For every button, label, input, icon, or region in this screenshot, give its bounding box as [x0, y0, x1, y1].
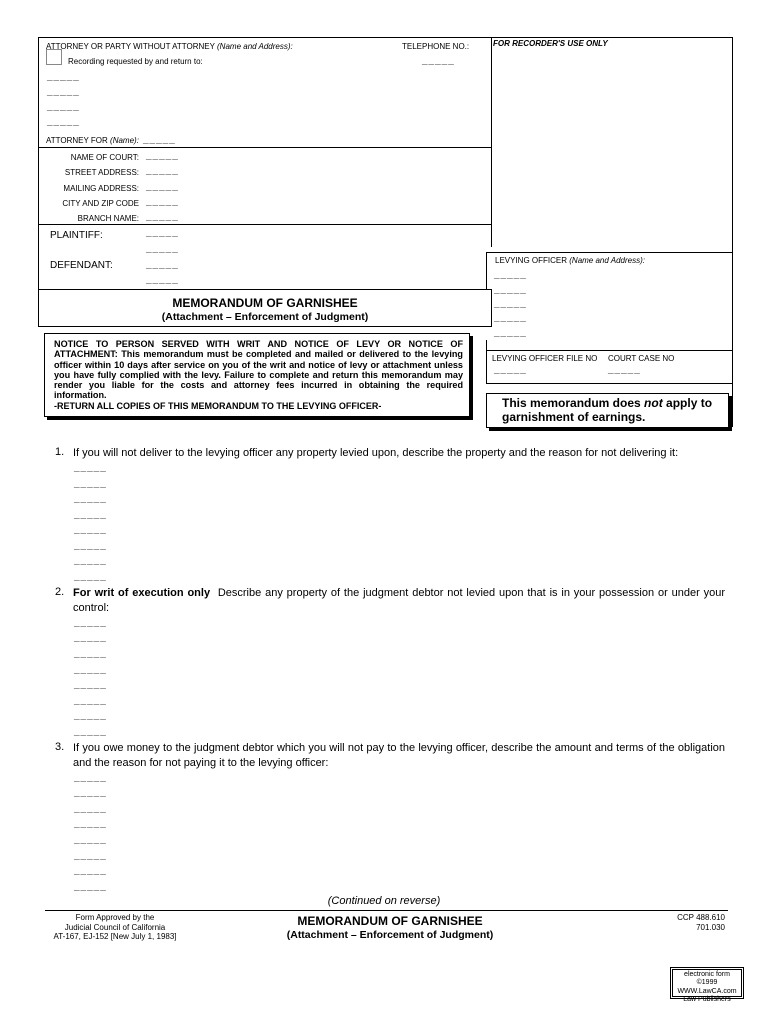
street-address-label: STREET ADDRESS:	[64, 168, 139, 177]
item-2-body: Describe any property of the judgment debtor not levied upon that is in your possession or under your control:	[73, 587, 725, 614]
street-address-field[interactable]: _____	[146, 165, 179, 176]
item-3-line-5[interactable]: _____	[74, 834, 107, 845]
levying-line-4[interactable]: _____	[494, 312, 527, 323]
item-1-line-4[interactable]: _____	[74, 509, 107, 520]
earnings-line-2: garnishment of earnings.	[502, 410, 646, 424]
badge-line-1: electronic form ©1999	[684, 971, 730, 987]
item-1-text: If you will not deliver to the levying officer any property levied upon, describe the property and the reason for not delivering it:	[73, 447, 679, 459]
attorney-for-field[interactable]: _____	[143, 134, 176, 145]
attorney-divider	[38, 147, 492, 148]
item-1-number: 1.	[55, 446, 65, 458]
item-2-text	[73, 586, 725, 616]
levying-left-border	[486, 252, 487, 290]
court-divider	[38, 224, 492, 225]
case-no-label: COURT CASE NO	[608, 354, 675, 363]
item-1-line-7[interactable]: _____	[74, 555, 107, 566]
badge-line-3: Law Publishers	[683, 995, 731, 1003]
attorney-line-1[interactable]: _____	[47, 71, 80, 82]
approval-line-2: Judicial Council of California	[64, 922, 166, 932]
branch-name-label: BRANCH NAME:	[77, 214, 139, 223]
code-line-1: CCP 488.610	[677, 913, 725, 922]
levying-line-2[interactable]: _____	[494, 284, 527, 295]
recording-label: Recording requested by and return to:	[68, 57, 203, 66]
code-line-2: 701.030	[696, 922, 725, 932]
footer-title: MEMORANDUM OF GARNISHEE	[297, 914, 483, 928]
approval-block	[40, 913, 190, 942]
caption-top-border	[38, 37, 733, 38]
court-name-field[interactable]: _____	[146, 150, 179, 161]
item-2-line-4[interactable]: _____	[74, 664, 107, 675]
item-1-line-2[interactable]: _____	[74, 478, 107, 489]
attorney-line-2[interactable]: _____	[47, 86, 80, 97]
defendant-field-2[interactable]: _____	[146, 274, 179, 285]
notice-text: NOTICE TO PERSON SERVED WITH WRIT AND NOTICE OF LEVY OR NOTICE OF ATTACHMENT: This memorandum must be completed and mailed or delivered to the levying officer within 10 days after service on you of the writ and notice of levy or attachment unless you have fully complied with the levy. Failure to complete and return this memorandum may render you liable for the costs and attorney fees incurred in obtaining the required information.	[54, 339, 463, 401]
item-1-line-5[interactable]: _____	[74, 524, 107, 535]
item-3-line-3[interactable]: _____	[74, 803, 107, 814]
levying-line-5[interactable]: _____	[494, 327, 527, 338]
attorney-line-3[interactable]: _____	[47, 101, 80, 112]
footer-subtitle: (Attachment – Enforcement of Judgment)	[286, 929, 494, 941]
city-zip-label: CITY AND ZIP CODE	[62, 199, 139, 208]
notice-return-text: -RETURN ALL COPIES OF THIS MEMORANDUM TO THE LEVYING OFFICER-	[54, 400, 382, 411]
attorney-for-label: ATTORNEY FOR (Name):	[46, 136, 139, 145]
item-3-line-1[interactable]: _____	[74, 772, 107, 783]
recording-checkbox[interactable]	[46, 49, 62, 65]
earnings-box	[486, 393, 729, 428]
item-2-line-1[interactable]: _____	[74, 617, 107, 628]
defendant-label: DEFENDANT:	[50, 260, 113, 271]
footer-rule	[45, 910, 728, 911]
item-3-line-2[interactable]: _____	[74, 787, 107, 798]
file-no-top-border	[486, 350, 733, 351]
plaintiff-field-2[interactable]: _____	[146, 243, 179, 254]
item-2-line-7[interactable]: _____	[74, 710, 107, 721]
levying-officer-label: LEVYING OFFICER (Name and Address):	[495, 256, 645, 265]
recorder-label: FOR RECORDER'S USE ONLY	[493, 39, 608, 48]
code-block	[625, 913, 725, 932]
form-title: MEMORANDUM OF GARNISHEE	[172, 296, 358, 310]
item-1-line-8[interactable]: _____	[74, 571, 107, 582]
item-2-line-8[interactable]: _____	[74, 726, 107, 737]
file-no-left-border	[486, 340, 487, 384]
defendant-field-1[interactable]: _____	[146, 259, 179, 270]
item-1-line-1[interactable]: _____	[74, 462, 107, 473]
recorder-divider	[491, 37, 492, 247]
levying-top-border	[486, 252, 733, 253]
branch-name-field[interactable]: _____	[146, 211, 179, 222]
caption-left-border	[38, 37, 39, 327]
file-no-label: LEVYING OFFICER FILE NO	[492, 354, 598, 363]
plaintiff-label: PLAINTIFF:	[50, 230, 103, 241]
notice-box	[44, 333, 470, 417]
item-2-line-6[interactable]: _____	[74, 695, 107, 706]
city-zip-field[interactable]: _____	[146, 196, 179, 207]
approval-line-3: AT-167, EJ-152 [New July 1, 1983]	[53, 932, 177, 941]
item-3-line-4[interactable]: _____	[74, 818, 107, 829]
attorney-line-4[interactable]: _____	[47, 116, 80, 127]
case-no-field[interactable]: _____	[608, 364, 641, 375]
item-3-line-8[interactable]: _____	[74, 881, 107, 892]
court-name-label: NAME OF COURT:	[70, 153, 139, 162]
item-2-line-3[interactable]: _____	[74, 648, 107, 659]
continued-note: (Continued on reverse)	[327, 895, 441, 907]
file-no-bottom-border	[486, 383, 733, 384]
telephone-label: TELEPHONE NO.:	[402, 42, 470, 51]
caption-box	[38, 37, 733, 327]
mailing-address-label: MAILING ADDRESS:	[63, 184, 139, 193]
attorney-label: ATTORNEY OR PARTY WITHOUT ATTORNEY (Name and Address):	[46, 42, 293, 51]
title-bottom-border	[38, 326, 492, 327]
mailing-address-field[interactable]: _____	[146, 181, 179, 192]
badge-line-2: WWW.LawCA.com	[677, 987, 737, 995]
caption-right-border	[732, 37, 733, 427]
earnings-line-1: This memorandum does not apply to	[502, 396, 713, 410]
plaintiff-field-1[interactable]: _____	[146, 227, 179, 238]
item-3-line-6[interactable]: _____	[74, 850, 107, 861]
levying-line-3[interactable]: _____	[494, 298, 527, 309]
item-2-bold: For writ of execution only	[73, 587, 211, 599]
item-2-line-5[interactable]: _____	[74, 679, 107, 690]
item-1-line-3[interactable]: _____	[74, 493, 107, 504]
item-3-text: If you owe money to the judgment debtor which you will not pay to the levying officer, describe the amount and terms of the obligation and the reason for not paying it to the levying officer:	[73, 742, 725, 769]
item-3-number: 3.	[55, 741, 65, 753]
levying-line-1[interactable]: _____	[494, 269, 527, 280]
form-subtitle: (Attachment – Enforcement of Judgment)	[161, 311, 369, 323]
telephone-field[interactable]: _____	[422, 55, 455, 66]
item-2-number: 2.	[55, 586, 65, 598]
parties-divider	[38, 289, 492, 290]
item-1-line-6[interactable]: _____	[74, 540, 107, 551]
item-2-line-2[interactable]: _____	[74, 632, 107, 643]
publisher-badge	[672, 969, 742, 1003]
approval-line-1: Form Approved by the	[75, 913, 155, 922]
item-3-line-7[interactable]: _____	[74, 865, 107, 876]
file-no-field[interactable]: _____	[494, 364, 527, 375]
